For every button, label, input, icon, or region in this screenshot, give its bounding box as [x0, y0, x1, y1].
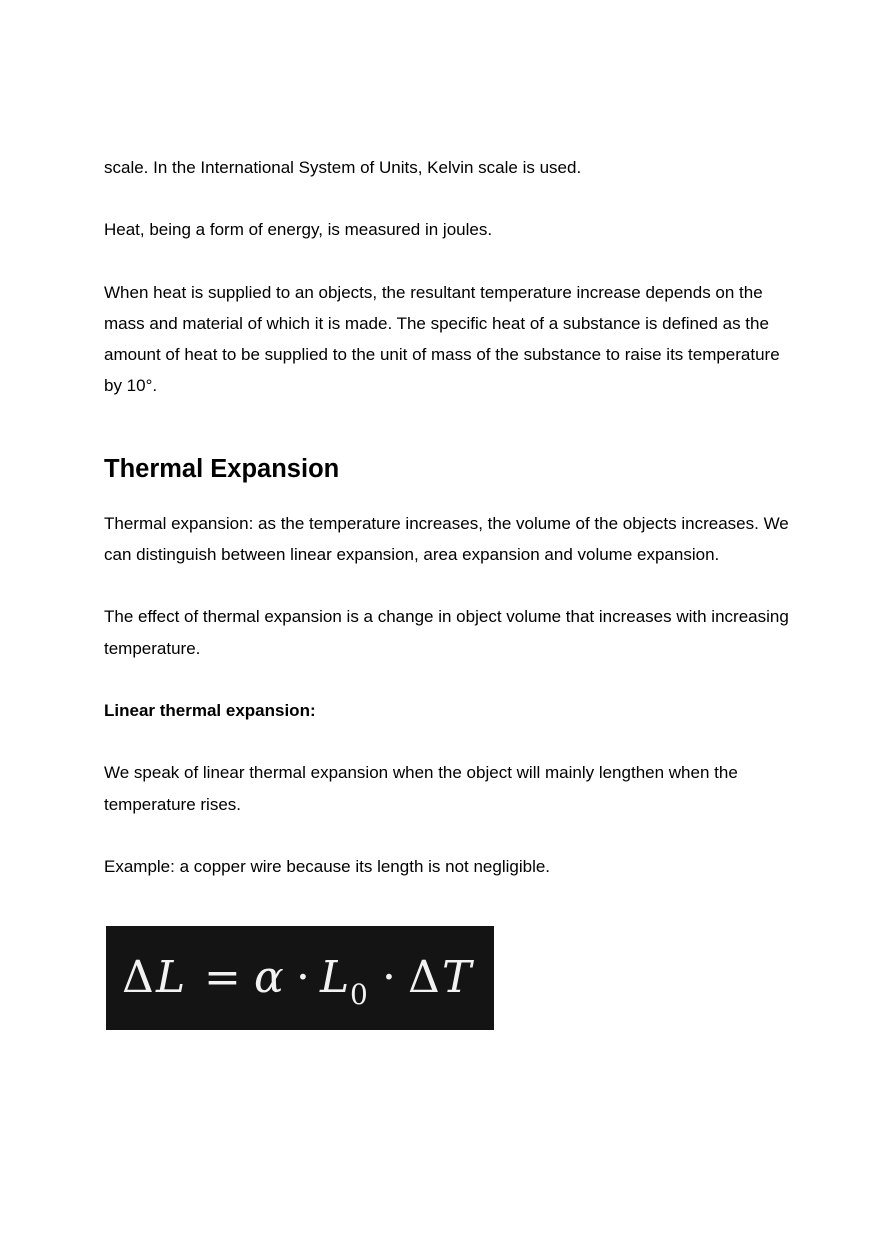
- equation-delta-l: Δ: [122, 952, 154, 1003]
- paragraph-specific-heat: When heat is supplied to an objects, the resultant temperature increase depends on the mass and material of which it is made. The specific heat of a substance is defined as the amount of heat to be supplied to the unit of mass of the substance to raise its temperature by 10°.: [104, 282, 780, 396]
- equation-dot-operator-2: ·: [382, 952, 396, 1003]
- paragraph-heat-joules: Heat, being a form of energy, is measured in joules.: [104, 220, 493, 240]
- document-page: [104, 152, 794, 882]
- linear-expansion-equation-image: [106, 926, 494, 1030]
- subheading-linear-thermal-expansion: Linear thermal expansion:: [104, 700, 316, 720]
- paragraph-linear-expansion-description: We speak of linear thermal expansion when the object will mainly lengthen when the temperature rises.: [104, 763, 738, 814]
- equation-svg: [106, 926, 494, 1030]
- paragraph-copper-wire-example: Example: a copper wire because its length is not negligible.: [104, 856, 551, 876]
- equation-alpha-symbol: α: [254, 952, 284, 1003]
- equation-initial-length-symbol: L: [320, 952, 350, 1003]
- paragraph-thermal-expansion-effect: The effect of thermal expansion is a change in object volume that increases with increasing temperature.: [104, 607, 789, 658]
- equation-dot-operator-1: ·: [296, 952, 310, 1003]
- section-heading-thermal-expansion: Thermal Expansion: [104, 454, 340, 483]
- equation-length-symbol: L: [156, 952, 186, 1003]
- equation-subscript-zero: 0: [350, 978, 368, 1011]
- paragraph-thermal-expansion-definition: Thermal expansion: as the temperature increases, the volume of the objects increases. We can distinguish between linear expansion, area expansion and volume expansion.: [104, 513, 789, 565]
- paragraph-temperature-scale: scale. In the International System of Units, Kelvin scale is used.: [104, 158, 582, 177]
- equation-delta-t: Δ: [408, 952, 440, 1003]
- equation-temperature-symbol: T: [442, 952, 472, 1003]
- equation-equals-sign: =: [204, 952, 241, 1003]
